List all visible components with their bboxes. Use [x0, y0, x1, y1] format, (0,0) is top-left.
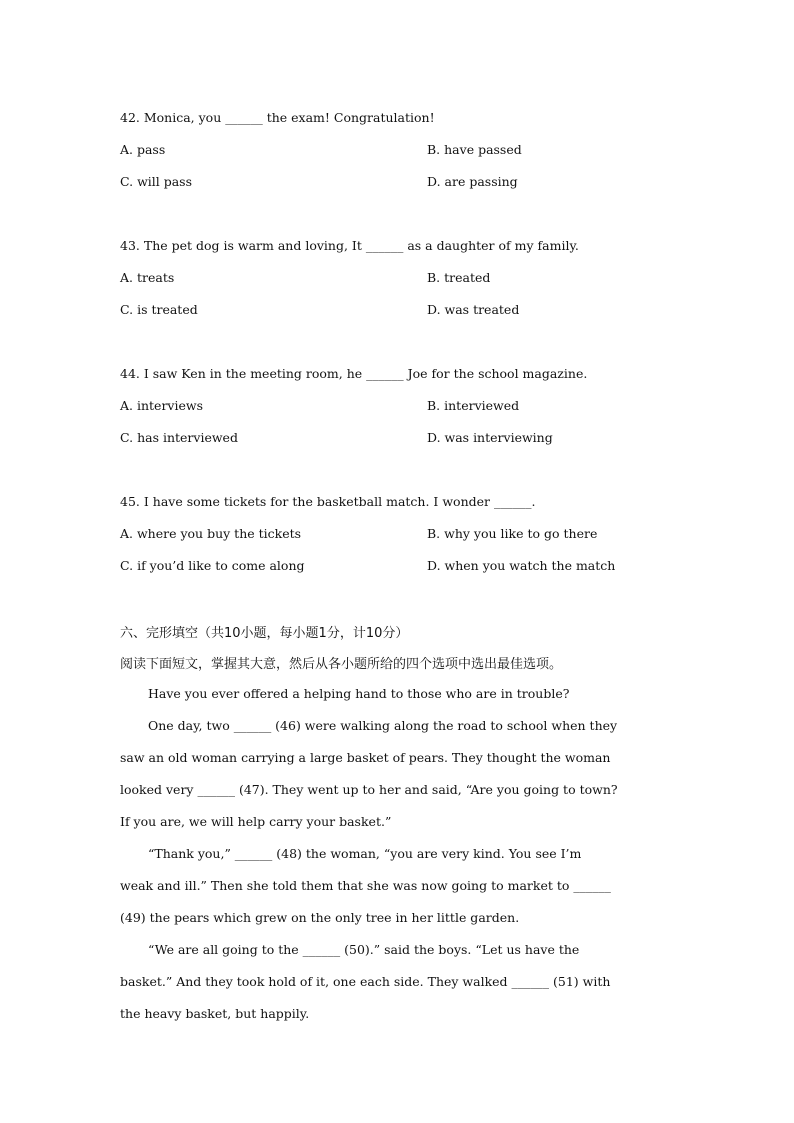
question-42-option-a: A. pass	[120, 142, 166, 157]
question-42-option-b: B. have passed	[427, 142, 522, 157]
question-44-stem: 44. I saw Ken in the meeting room, he ______ Joe for the school magazine.	[120, 366, 588, 381]
question-44-option-b: B. interviewed	[427, 398, 520, 413]
passage-line: “Thank you,” ______ (48) the woman, “you are very kind. You see I’m	[148, 846, 582, 861]
question-45-option-d: D. when you watch the match	[427, 558, 616, 573]
question-42-option-c: C. will pass	[120, 174, 193, 189]
passage-line: If you are, we will help carry your basket.”	[120, 814, 392, 829]
question-43-option-b: B. treated	[427, 270, 491, 285]
section-instruction: 阅读下面短文，掌握其大意，然后从各小题所给的四个选项中选出最佳选项。	[120, 657, 563, 672]
question-45-option-a: A. where you buy the tickets	[120, 526, 302, 541]
question-43-stem: 43. The pet dog is warm and loving, It ______ as a daughter of my family.	[120, 238, 579, 253]
section-title: 六、完形填空（共10小题，每小题1分，计10分）	[120, 626, 409, 641]
passage-line: weak and ill.” Then she told them that she was now going to market to ______	[120, 878, 611, 893]
passage-line: Have you ever offered a helping hand to those who are in trouble?	[148, 686, 570, 701]
question-45-option-b: B. why you like to go there	[427, 526, 598, 541]
passage-line: One day, two ______ (46) were walking along the road to school when they	[148, 718, 618, 733]
question-43-option-c: C. is treated	[120, 302, 198, 317]
question-42-option-d: D. are passing	[427, 174, 518, 189]
question-42-stem: 42. Monica, you ______ the exam! Congratulation!	[120, 110, 435, 125]
passage-line: saw an old woman carrying a large basket of pears. They thought the woman	[120, 750, 611, 765]
question-44-option-d: D. was interviewing	[427, 430, 553, 445]
passage-line: “We are all going to the ______ (50).” said the boys. “Let us have the	[148, 942, 580, 957]
passage-line: basket.” And they took hold of it, one each side. They walked ______ (51) with	[120, 974, 611, 989]
question-44-option-a: A. interviews	[120, 398, 203, 413]
question-43-option-d: D. was treated	[427, 302, 520, 317]
question-45-option-c: C. if you’d like to come along	[120, 558, 305, 573]
passage-line: the heavy basket, but happily.	[120, 1006, 310, 1021]
passage-line: (49) the pears which grew on the only tree in her little garden.	[120, 910, 520, 925]
question-44-option-c: C. has interviewed	[120, 430, 238, 445]
passage-line: looked very ______ (47). They went up to her and said, “Are you going to town?	[120, 782, 618, 797]
question-45-stem: 45. I have some tickets for the basketball match. I wonder ______.	[120, 494, 536, 509]
question-43-option-a: A. treats	[120, 270, 175, 285]
